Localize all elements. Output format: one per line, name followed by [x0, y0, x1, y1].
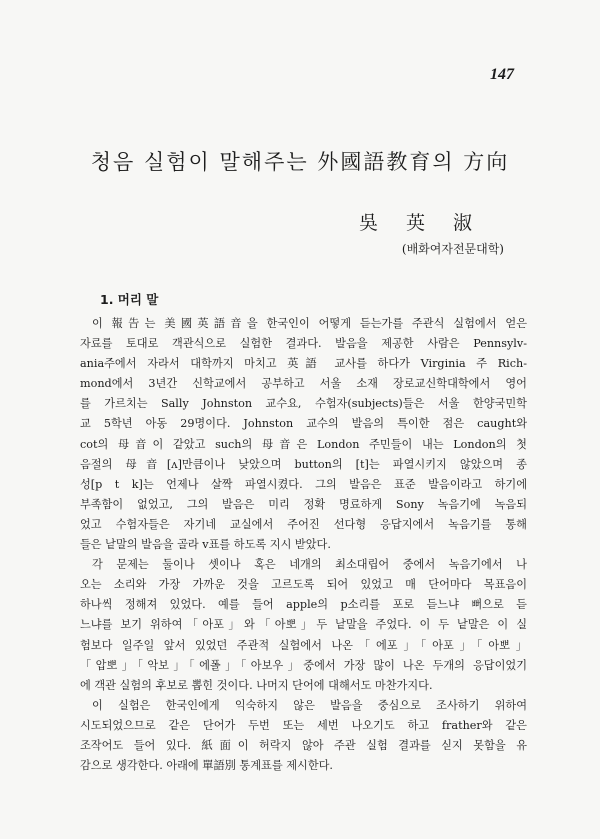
page-number: 147 — [490, 66, 514, 83]
text-line: 음절의 母音[ʌ]만큼이나 낮았으며 button의 [t]는 파열시키지 않았으며 종 — [80, 457, 527, 471]
text-line: 느냐를 보기 위하여「아포」와「아뽀」두 낱말을 주었다. 이 두 낱말은 이 실 — [80, 618, 527, 632]
text-line: 를 가르치는 Sally Johnston 교수요, 수험자(subjects)들은 서울 한양국민학 — [80, 397, 527, 411]
text-line: 감으로 생각한다. 아래에 單語別 통계표를 제시한다. — [80, 759, 333, 773]
text-line: 자료를 토대로 객관식으로 실험한 결과다. 발음을 제공한 사람은 Pennsylv- — [80, 337, 527, 351]
text-line: 각 문제는 둘이나 셋이나 혹은 네개의 최소대립어 중에서 녹음기에서 나 — [92, 558, 527, 572]
text-line: 「압뽀」「악보」「에폴」「아보우」중에서 가장 많이 나온 두개의 응답이었기 — [80, 658, 527, 672]
text-line: 이 報告는 美國英語音을 한국인이 어떻게 듣는가를 주관식 실험에서 얻은 — [92, 317, 527, 330]
text-line: 시도되었으므로 같은 단어가 두번 또는 세번 나오기도 하고 frather와 같은 — [80, 718, 527, 732]
text-line: 조작어도 들어 있다. 紙面이 허락지 않아 주관 실험 결과를 싣지 못함을 유 — [80, 738, 527, 752]
text-line: ania주에서 자라서 대학까지 마치고 英語 교사를 하다가 Virginia 주 Rich- — [80, 357, 527, 371]
text-line: 하나씩 정해져 있었다. 예를 들어 apple의 p소리를 포로 듣느냐 뻐으로 듣 — [80, 598, 527, 612]
text-line: 험보다 일주일 앞서 있었던 주관적 실험에서 나온「에포」「아포」「아뽀」 — [80, 638, 527, 652]
paper-title: 청음 실험이 말해주는 外國語教育의 方向 — [90, 150, 510, 174]
author-name: 吳英淑 — [358, 212, 500, 234]
text-line: mond에서 3년간 신학교에서 공부하고 서울 소재 장로교신학대학에서 영어 — [80, 377, 527, 391]
text-line: 들은 낱말의 발음을 골라 v표를 하도록 지시 받았다. — [80, 538, 331, 552]
text-line: 이 실험은 한국인에게 익숙하지 않은 발음을 중심으로 조사하기 위하여 — [92, 698, 527, 712]
section-heading: 1. 머리 말 — [100, 292, 159, 307]
text-line: 오는 소리와 가장 가까운 것을 고르도록 되어 있었고 매 단어마다 목표음이 — [80, 578, 527, 592]
body-text — [80, 314, 527, 776]
text-line: 성[p t k]는 언제나 살짝 파열시켰다. 그의 발음은 표준 발음이라고 하기에 — [80, 477, 527, 491]
text-line: cot의 母音이 같았고 such의 母音은 London 주민들이 내는 London의 첫 — [80, 437, 527, 451]
text-line: 에 객관 실험의 후보로 뽑힌 것이다. 나머지 단어에 대해서도 마찬가지다. — [80, 678, 433, 692]
author-affiliation: (배화여자전문대학) — [401, 242, 504, 256]
text-line: 부족함이 없었고, 그의 발음은 미리 정확 명료하게 Sony 녹음기에 녹음되 — [80, 497, 527, 511]
text-line: 교 5학년 아동 29명이다. Johnston 교수의 발음의 특이한 점은 caught와 — [80, 417, 527, 431]
text-line: 었고 수험자들은 자기네 교실에서 주어진 선다형 응답지에서 녹음기를 통해 — [80, 517, 527, 531]
